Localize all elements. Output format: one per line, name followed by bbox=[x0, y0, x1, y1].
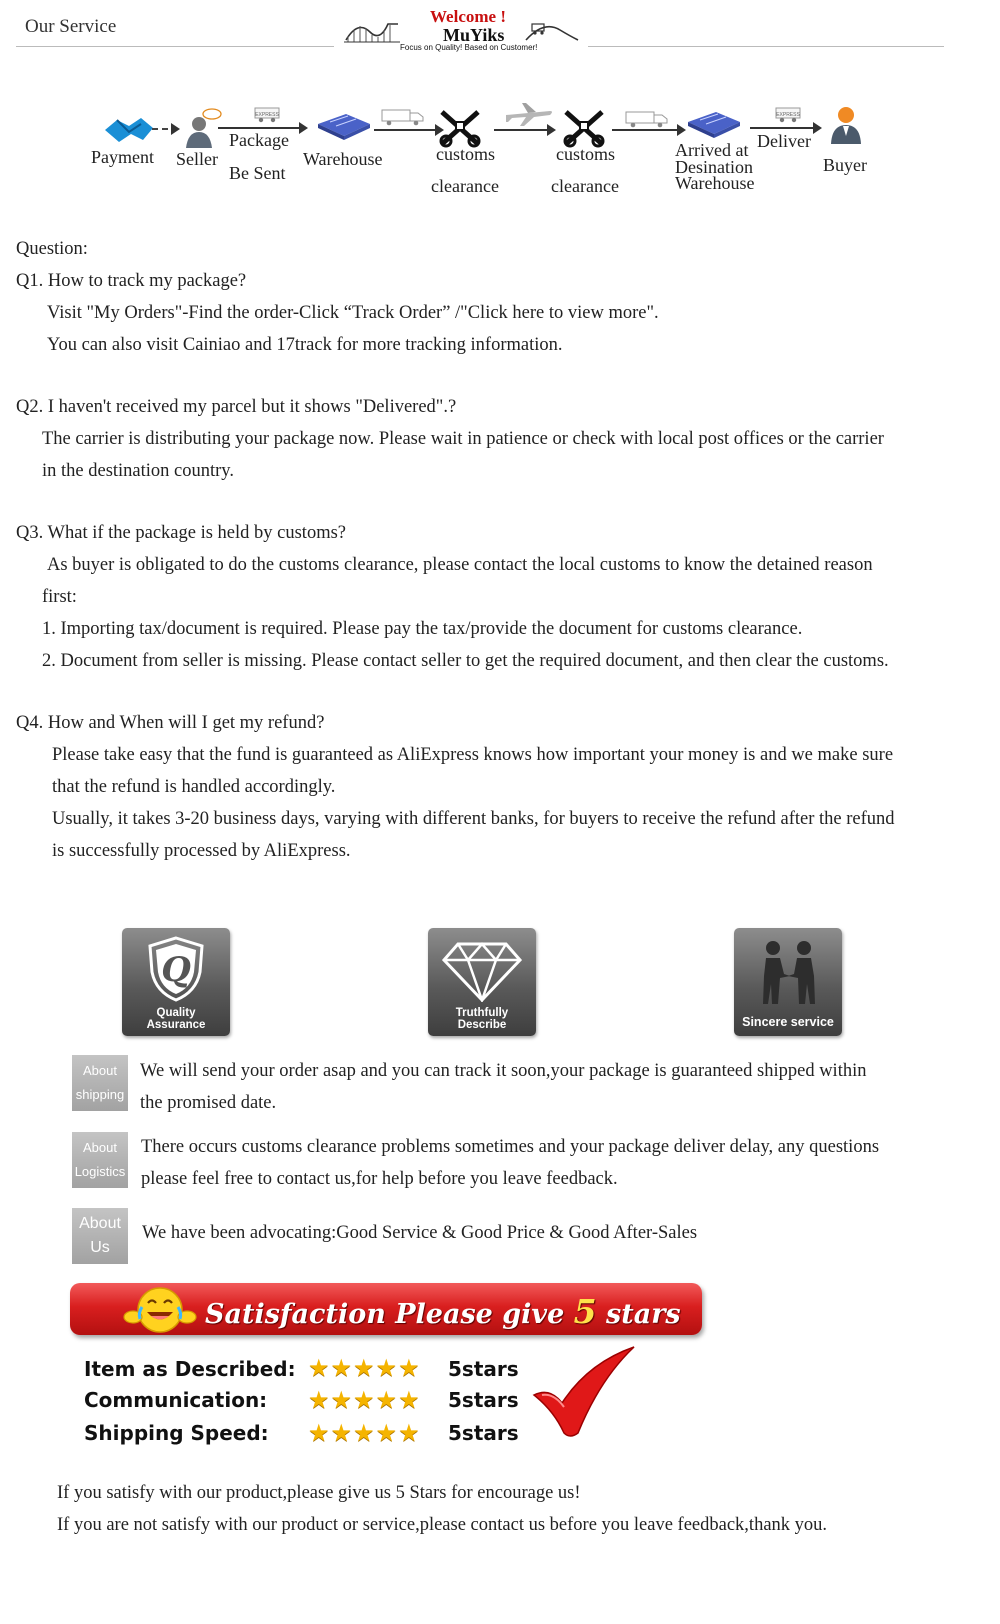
rating-value: 5stars bbox=[448, 1357, 519, 1381]
red-checkmark-icon bbox=[530, 1345, 640, 1441]
faq-section bbox=[16, 707, 986, 867]
faq-question: Q3. What if the package is held by customs? bbox=[16, 523, 347, 543]
about-us-text: We have been advocating:Good Service & Good Price & Good After-Sales bbox=[142, 1223, 698, 1243]
warehouse-box-icon bbox=[316, 112, 372, 142]
sincere-service-badge bbox=[734, 928, 842, 1036]
faq-answer: Visit "My Orders"-Find the order-Click “Track Order” /"Click here to view more". bbox=[47, 303, 659, 323]
faq-answer: You can also visit Cainiao and 17track for more tracking information. bbox=[47, 335, 563, 355]
svg-text:Q: Q bbox=[161, 950, 191, 990]
quality-assurance-badge bbox=[122, 928, 230, 1036]
truthfully-describe-badge bbox=[428, 928, 536, 1036]
faq-question: Q1. How to track my package? bbox=[16, 271, 247, 291]
faq-answer: first: bbox=[42, 587, 77, 607]
banner-number: 5 bbox=[573, 1292, 597, 1331]
faq-question: Q2. I haven't received my parcel but it shows "Delivered".? bbox=[16, 397, 457, 417]
rating-label: Item as Described: bbox=[84, 1357, 296, 1381]
about-logistics-text: There occurs customs clearance problems sometimes and your package deliver delay, any questions please feel free to contact us,for help before you leave feedback. bbox=[141, 1137, 880, 1189]
step-label-warehouse: Warehouse bbox=[303, 149, 383, 169]
flow-arrow bbox=[218, 127, 306, 129]
svg-text:EXPRESS: EXPRESS bbox=[776, 112, 800, 118]
step-label-arrived-at: Arrived at bbox=[675, 140, 749, 160]
rating-value: 5stars bbox=[448, 1388, 519, 1412]
express-truck-icon bbox=[251, 102, 283, 124]
rating-label: Communication: bbox=[84, 1388, 268, 1412]
five-stars-banner bbox=[70, 1283, 702, 1335]
step-label-clearance-1: clearance bbox=[431, 176, 499, 196]
diamond-icon bbox=[442, 940, 522, 1002]
flow-arrow bbox=[612, 129, 684, 131]
faq-answer: that the refund is handled accordingly. bbox=[52, 777, 336, 797]
footer-line: If you are not satisfy with our product or service,please contact us before you leave feedback,thank you. bbox=[57, 1515, 828, 1535]
faq-answer: The carrier is distributing your package now. Please wait in patience or check with local post offices or the carrier bbox=[42, 429, 884, 449]
warehouse-box-icon bbox=[686, 110, 742, 140]
delivery-truck-icon bbox=[624, 110, 670, 128]
faq-answer: As buyer is obligated to do the customs clearance, please contact the local customs to know the detained reason bbox=[47, 555, 873, 575]
step-label-clearance-2: clearance bbox=[551, 176, 619, 196]
header-divider-right bbox=[588, 46, 944, 47]
about-shipping-text: We will send your order asap and you can track it soon,your package is guaranteed shipped within the promised date. bbox=[140, 1061, 867, 1113]
handshake-icon bbox=[103, 112, 155, 144]
brand-name: MuYiks bbox=[443, 25, 505, 45]
buyer-person-icon bbox=[828, 104, 864, 144]
rating-value: 5stars bbox=[448, 1421, 519, 1445]
feedback-footer bbox=[57, 1477, 977, 1541]
badge-caption: Sincere service bbox=[742, 1015, 834, 1029]
faq-question: Q4. How and When will I get my refund? bbox=[16, 713, 325, 733]
step-label-seller: Seller bbox=[176, 149, 218, 169]
about-shipping-tag: About shipping bbox=[72, 1055, 128, 1111]
customs-scissors-icon bbox=[562, 108, 606, 148]
flow-arrow bbox=[374, 129, 442, 131]
step-label-buyer: Buyer bbox=[823, 155, 867, 175]
step-label-deliver: Deliver bbox=[757, 131, 811, 151]
step-label-customs-2: customs bbox=[556, 144, 616, 164]
badge-caption: Quality Assurance bbox=[146, 1007, 206, 1031]
banner-text: Satisfaction Please give 5 stars bbox=[205, 1292, 681, 1331]
faq-section bbox=[16, 517, 986, 677]
people-handshake-icon bbox=[758, 936, 820, 1006]
footer-line: If you satisfy with our product,please give us 5 Stars for encourage us! bbox=[57, 1483, 581, 1503]
flow-arrow bbox=[152, 128, 178, 130]
svg-text:EXPRESS: EXPRESS bbox=[255, 112, 279, 118]
step-label-package: Package bbox=[229, 130, 289, 150]
faq-answer: is successfully processed by AliExpress. bbox=[52, 841, 351, 861]
about-logistics-tag: About Logistics bbox=[72, 1132, 128, 1188]
faq-answer: 1. Importing tax/document is required. Please pay the tax/provide the document for customs clearance. bbox=[42, 619, 803, 639]
flow-arrow bbox=[750, 127, 820, 129]
star-rating-icon: ★★★★★ bbox=[308, 1419, 421, 1447]
badge-caption: Truthfully Describe bbox=[455, 1007, 509, 1031]
express-truck-icon bbox=[772, 102, 804, 124]
flow-arrow bbox=[494, 129, 554, 131]
faq-answer: Please take easy that the fund is guaranteed as AliExpress knows how important your money is and we make sure bbox=[52, 745, 894, 765]
star-rating-icon: ★★★★★ bbox=[308, 1386, 421, 1414]
customs-scissors-icon bbox=[438, 108, 482, 148]
laughing-face-icon bbox=[120, 1283, 200, 1335]
faq-answer: Usually, it takes 3-20 business days, varying with different banks, for buyers to receive the refund after the refund bbox=[52, 809, 895, 829]
step-label-desination: Desination bbox=[675, 157, 753, 177]
header-divider-left bbox=[16, 46, 334, 47]
hill-car-icon bbox=[524, 18, 580, 44]
step-label-payment: Payment bbox=[91, 147, 154, 167]
about-us-tag: About Us bbox=[72, 1208, 128, 1264]
section-title: Our Service bbox=[25, 16, 117, 37]
brand-tagline: Focus on Quality! Based on Customer! bbox=[400, 43, 538, 52]
faq-section bbox=[16, 391, 986, 487]
faq-answer: 2. Document from seller is missing. Please contact seller to get the required document, and then clear the customs. bbox=[42, 651, 889, 671]
faq-section bbox=[16, 233, 986, 361]
star-rating-icon: ★★★★★ bbox=[308, 1354, 421, 1382]
shield-icon bbox=[146, 936, 206, 1002]
roller-coaster-icon bbox=[344, 18, 400, 44]
delivery-truck-icon bbox=[380, 108, 426, 126]
step-label-customs-1: customs bbox=[436, 144, 496, 164]
rating-label: Shipping Speed: bbox=[84, 1421, 269, 1445]
faq-heading: Question: bbox=[16, 239, 88, 259]
faq-answer: in the destination country. bbox=[42, 461, 234, 481]
welcome-title: Welcome ! bbox=[430, 7, 506, 26]
step-label-be-sent: Be Sent bbox=[229, 163, 286, 183]
step-label-warehouse-2: Warehouse bbox=[675, 173, 755, 193]
